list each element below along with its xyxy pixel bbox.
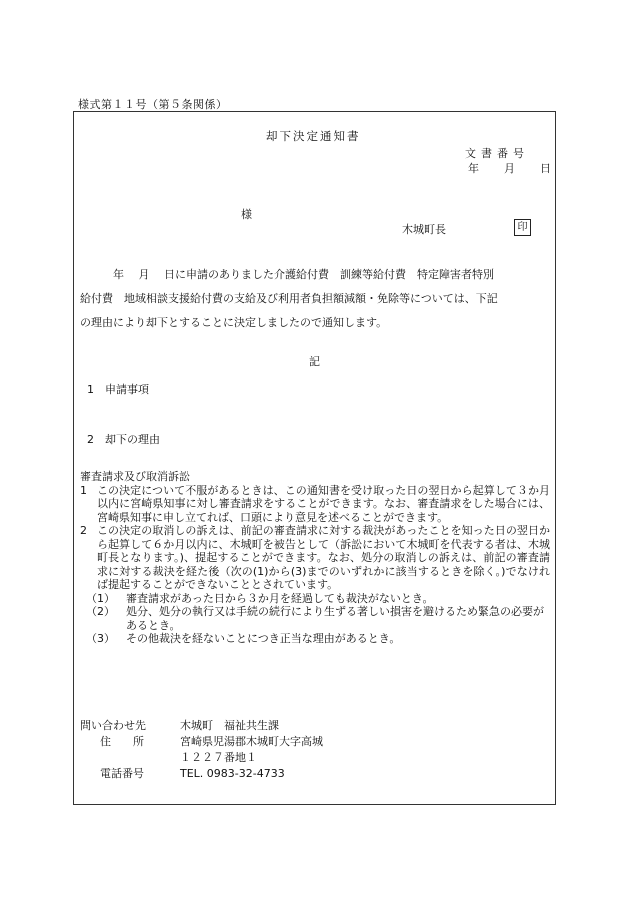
appeal-sub-item-1-text: 審査請求があった日から３か月を経過しても裁決がないとき。 [126, 591, 434, 605]
appeal-sub-item-3-text: その他裁決を経ないことにつき正当な理由があるとき。 [126, 632, 401, 645]
body-line-3: の理由により却下とすることに決定しましたので通知します。 [80, 316, 388, 329]
address-label: 住 所 [100, 735, 144, 748]
date-year: 年 [468, 162, 479, 175]
appeal-item-1 [80, 484, 550, 525]
contact-org: 木城町 福祉共生課 [180, 719, 279, 732]
section-application-items: 1 申請事項 [87, 383, 149, 396]
body-line-2: 給付費 地域相談支援給付費の支給及び利用者負担額減額・免除等については、下記 [80, 292, 498, 305]
body-line-1: 年 月 日に申請のありました介護給付費 訓練等給付費 特定障害者特別 [80, 268, 494, 281]
appeal-sub-item-1-number: （1） [86, 591, 115, 605]
appeal-sub-item-3-number: （3） [86, 632, 115, 645]
appeal-item-1-text: この決定について不服があるときは、この通知書を受け取った日の翌日から起算して３か月以内に宮崎県知事に対し審査請求をすることができます。なお、審査請求をした場合には、宮崎県知事に申し立てれば、口頭により意見を述べることができます。 [97, 483, 550, 524]
document-title: 却下決定通知書 [266, 129, 361, 143]
appeal-item-1-number: 1 [80, 483, 87, 497]
appeal-section [80, 470, 550, 646]
address-line-1: 宮崎県児湯郡木城町大字高城 [180, 735, 323, 748]
issuer-name: 木城町長 [402, 223, 446, 236]
date-month: 月 [504, 162, 515, 175]
appeal-sub-item-3 [86, 632, 550, 646]
appeal-heading: 審査請求及び取消訴訟 [80, 470, 190, 483]
seal-mark: 印 [514, 219, 531, 236]
ki-heading: 記 [309, 355, 320, 368]
section-rejection-reason: 2 却下の理由 [87, 433, 160, 446]
contact-block [80, 718, 323, 782]
phone-number: TEL. 0983-32-4733 [180, 767, 285, 780]
contact-label: 問い合わせ先 [80, 719, 146, 732]
appeal-item-2-text: この決定の取消しの訴えは、前記の審査請求に対する裁決があったことを知った日の翌日から起算して６か月以内に、木城町を被告として（訴訟において木城町を代表する者は、木城町長となります。)、提起することができます。なお、処分の取消しの訴えは、前記の審査請求に対する裁決を経た後（次の(1)から(3)までのいずれかに該当するときを除く。)でなければ提起することができないこととされています。 [97, 524, 550, 591]
addressee-suffix: 様 [241, 208, 252, 221]
document-frame [73, 111, 556, 805]
form-number-label: 様式第１１号（第５条関係） [78, 98, 228, 111]
appeal-sub-item-2-number: （2） [86, 605, 115, 618]
appeal-sub-item-2 [86, 605, 550, 632]
phone-label: 電話番号 [100, 767, 144, 780]
issue-date [468, 160, 551, 176]
document-number: 文書番号 [465, 147, 529, 160]
address-line-2: １２２７番地１ [180, 751, 257, 764]
appeal-sub-item-2-text: 処分、処分の執行又は手続の続行により生ずる著しい損害を避けるため緊急の必要があるとき。 [126, 605, 544, 632]
appeal-item-2-number: 2 [80, 524, 87, 537]
date-day: 日 [540, 162, 551, 175]
appeal-item-2 [80, 524, 550, 592]
appeal-sub-item-1 [86, 592, 550, 606]
